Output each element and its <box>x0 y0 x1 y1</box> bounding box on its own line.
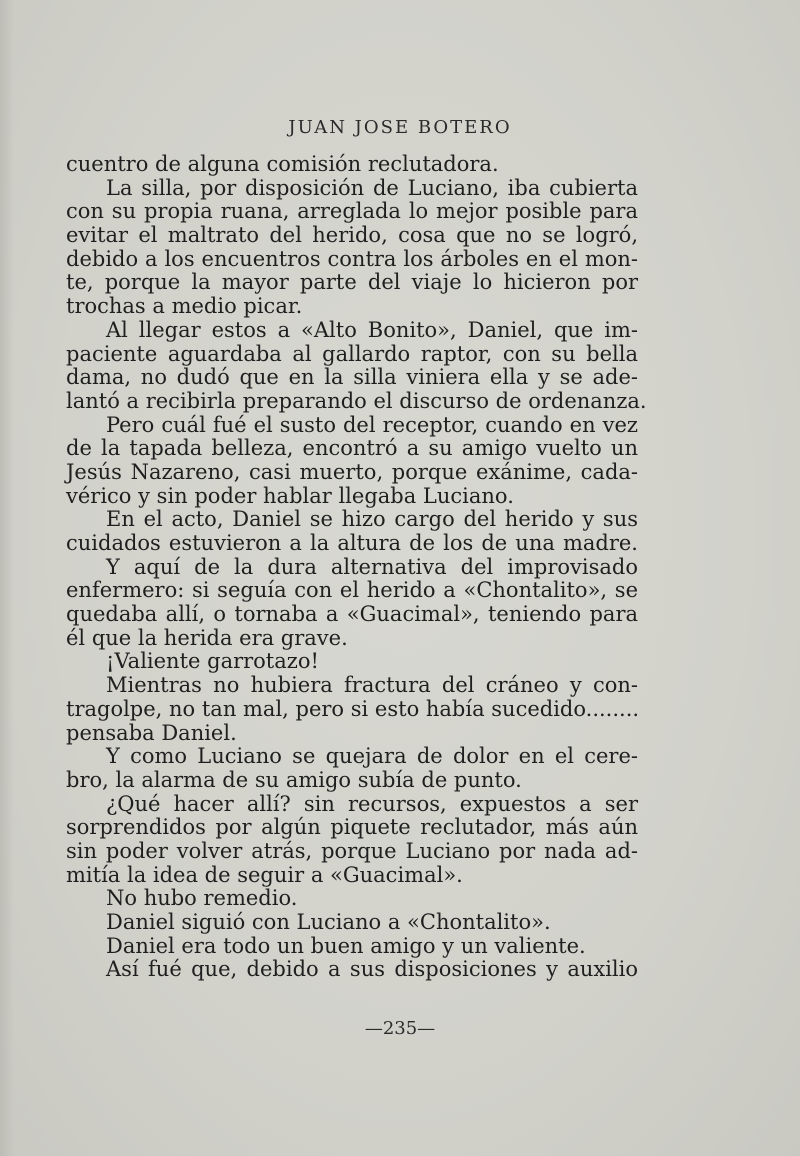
text-line: enfermero: si seguía con el herido a «Chontalito», se <box>66 578 638 603</box>
text-line: bro, la alarma de su amigo subía de punto. <box>66 767 522 792</box>
text-line: Pero cuál fué el susto del receptor, cuando en vez <box>106 412 638 437</box>
page-edge-shadow <box>0 0 14 1156</box>
text-line: Daniel siguió con Luciano a «Chontalito». <box>106 910 551 934</box>
text-line: tragolpe, no tan mal, pero si esto había sucedido........ <box>66 696 640 721</box>
text-line: sin poder volver atrás, porque Luciano por nada ad- <box>66 838 638 863</box>
text-line: Y aquí de la dura alternativa del improvisado <box>106 554 638 579</box>
text-line: En el acto, Daniel se hizo cargo del herido y sus <box>106 507 638 532</box>
text-line: No hubo remedio. <box>106 886 298 911</box>
text-line: Y como Luciano se quejara de dolor en el cere- <box>106 744 638 769</box>
text-line: dama, no dudó que en la silla viniera ella y se ade- <box>66 365 638 390</box>
text-line: Mientras no hubiera fractura del cráneo y con- <box>106 673 638 698</box>
text-line: ¡Valiente garrotazo! <box>106 649 319 674</box>
text-line: cuidados estuvieron a la altura de los de una madre. <box>66 531 638 555</box>
text-line: lantó a recibirla preparando el discurso de ordenanza. <box>66 388 647 413</box>
text-line: evitar el maltrato del herido, cosa que no se logró, <box>66 223 638 248</box>
text-line: cuentro de alguna comisión reclutadora. <box>66 152 499 176</box>
text-line: Así fué que, debido a sus disposiciones y auxilio <box>106 957 638 982</box>
text-line: te, porque la mayor parte del viaje lo hicieron por <box>66 270 638 295</box>
text-line: él que la herida era grave. <box>66 625 348 650</box>
text-line: ¿Qué hacer allí? sin recursos, expuestos a ser <box>106 791 638 816</box>
text-line: paciente aguardaba al gallardo raptor, con su bella <box>66 341 638 366</box>
text-line: vérico y sin poder hablar llegaba Luciano. <box>66 483 514 508</box>
text-line: Jesús Nazareno, casi muerto, porque exánime, cada- <box>66 459 638 484</box>
text-line: pensaba Daniel. <box>66 720 237 745</box>
text-line: mitía la idea de seguir a «Guacimal». <box>66 862 463 887</box>
running-header: JUAN JOSE BOTERO <box>288 117 512 138</box>
text-line: Al llegar estos a «Alto Bonito», Daniel, que im- <box>106 317 638 342</box>
text-line: debido a los encuentros contra los árboles en el mon- <box>66 246 638 271</box>
text-line: trochas a medio picar. <box>66 294 303 319</box>
text-line: de la tapada belleza, encontró a su amigo vuelto un <box>66 436 638 461</box>
body-text <box>66 152 647 982</box>
page-number: —235— <box>364 1018 436 1039</box>
text-line: quedaba allí, o tornaba a «Guacimal», teniendo para <box>66 602 638 627</box>
text-line: con su propia ruana, arreglada lo mejor posible para <box>66 199 638 224</box>
text-line: Daniel era todo un buen amigo y un valiente. <box>106 933 586 958</box>
text-line: sorprendidos por algún piquete reclutador, más aún <box>66 815 638 840</box>
text-line: La silla, por disposición de Luciano, iba cubierta <box>106 175 638 200</box>
